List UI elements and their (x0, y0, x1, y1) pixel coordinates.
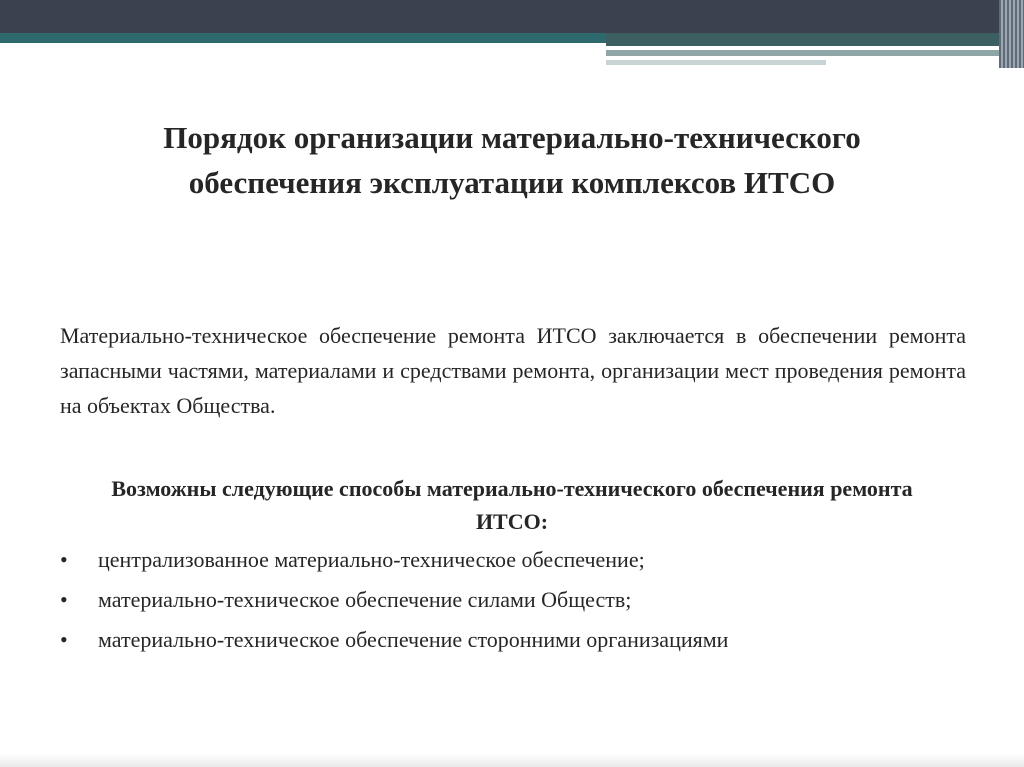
header-accent-block (606, 33, 1024, 46)
methods-list (60, 542, 960, 662)
header-gray-band (606, 50, 1002, 56)
bullet-icon: • (60, 547, 68, 572)
list-item (60, 582, 960, 622)
list-item-text: материально-техническое обеспечение силами Обществ; (98, 587, 632, 612)
list-item (60, 622, 960, 662)
list-item-text: материально-техническое обеспечение сторонними организациями (98, 627, 729, 652)
methods-subheading: Возможны следующие способы материально-технического обеспечения ремонта ИТСО: (111, 476, 913, 534)
bullet-icon: • (60, 587, 68, 612)
slide-title: Порядок организации материально-технического обеспечения эксплуатации комплексов ИТСО (163, 120, 861, 200)
list-item (60, 542, 960, 582)
bullet-icon: • (60, 627, 68, 652)
page-bottom-shadow (0, 754, 1024, 767)
header-corner-decoration (999, 0, 1024, 68)
list-item-text: централизованное материально-техническое обеспечение; (98, 547, 645, 572)
body-paragraph: Материально-техническое обеспечение ремонта ИТСО заключается в обеспечении ремонта запасными частями, материалами и средствами ремонта, организации мест проведения ремонта на объектах Общества. (60, 323, 966, 418)
header-accent-stripe (0, 33, 620, 43)
header-bar (0, 0, 1024, 33)
header-light-band (606, 60, 826, 65)
